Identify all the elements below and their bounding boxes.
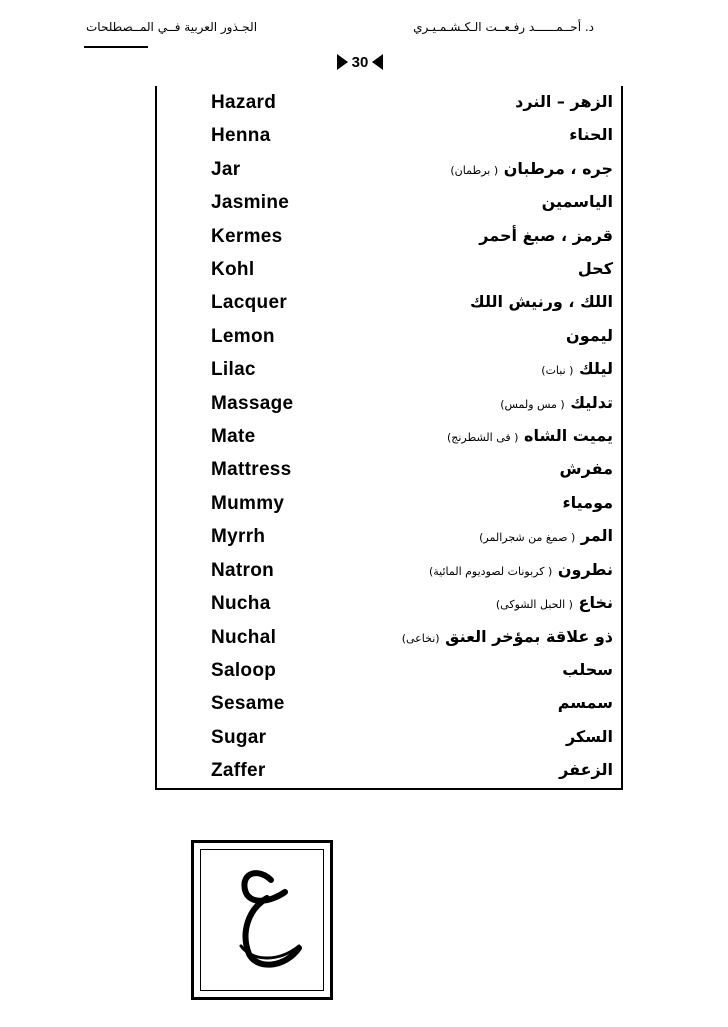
arabic-term: تدليك ( مس ولمس) xyxy=(500,393,613,412)
glossary-row xyxy=(157,286,621,319)
header-rule xyxy=(84,46,148,48)
page-number-box xyxy=(324,50,396,74)
triangle-left-icon xyxy=(372,54,383,70)
glossary-row xyxy=(157,754,621,787)
glossary-row xyxy=(157,320,621,353)
english-term: Hazard xyxy=(211,92,277,113)
glossary-row xyxy=(157,86,621,119)
calligraphy-seal xyxy=(191,840,333,1000)
arabic-term: الزعفر xyxy=(559,760,613,779)
english-term: Kohl xyxy=(211,259,255,280)
arabic-term: الياسمين xyxy=(541,192,613,211)
english-term: Kermes xyxy=(211,226,283,247)
glossary-row xyxy=(157,153,621,186)
english-term: Mummy xyxy=(211,493,285,514)
arabic-term: يميت الشاه ( فى الشطرنج) xyxy=(446,426,613,445)
arabic-term: المر ( صمغ من شجرالمر) xyxy=(479,526,613,545)
english-term: Sugar xyxy=(211,727,267,748)
english-term: Mate xyxy=(211,426,256,447)
arabic-term: السكر xyxy=(565,727,613,746)
ain-calligraphy-icon xyxy=(201,850,325,992)
english-term: Mattress xyxy=(211,459,292,480)
arabic-term: الحناء xyxy=(569,125,613,144)
glossary-row xyxy=(157,253,621,286)
author-name: د. أحــمــــــد رفـعــت الـكـشـمـيـري xyxy=(413,20,594,34)
arabic-term: الزهر – النرد xyxy=(515,92,613,111)
english-term: Jasmine xyxy=(211,192,290,213)
triangle-right-icon xyxy=(337,54,348,70)
arabic-term: ذو علاقة بمؤخر العنق (نخاعى) xyxy=(401,627,613,646)
glossary-row xyxy=(157,387,621,420)
arabic-term: سمسم xyxy=(557,693,613,712)
english-term: Nuchal xyxy=(211,627,277,648)
glossary-row xyxy=(157,119,621,152)
glossary-row xyxy=(157,186,621,219)
glossary-row xyxy=(157,721,621,754)
arabic-term: اللك ، ورنيش اللك xyxy=(470,292,613,311)
glossary-row xyxy=(157,621,621,654)
english-term: Natron xyxy=(211,560,275,581)
running-title: الجـذور العربية فــي المــصطلحات xyxy=(86,20,258,34)
glossary-row xyxy=(157,520,621,553)
english-term: Myrrh xyxy=(211,526,266,547)
english-term: Zaffer xyxy=(211,760,266,781)
arabic-term: مفرش xyxy=(559,459,613,478)
seal-inner-frame xyxy=(200,849,324,991)
arabic-term: سحلب xyxy=(562,660,613,679)
glossary-row xyxy=(157,420,621,453)
arabic-term: كحل xyxy=(577,259,613,278)
english-term: Saloop xyxy=(211,660,277,681)
page-number: 30 xyxy=(351,53,369,71)
english-term: Nucha xyxy=(211,593,271,614)
glossary-row xyxy=(157,587,621,620)
arabic-term: نخاع ( الحبل الشوكى) xyxy=(495,593,613,612)
glossary-table xyxy=(155,86,623,790)
glossary-row xyxy=(157,654,621,687)
arabic-term: جره ، مرطبان ( برطمان) xyxy=(450,159,613,178)
glossary-row xyxy=(157,487,621,520)
glossary-row xyxy=(157,453,621,486)
glossary-row xyxy=(157,687,621,720)
english-term: Lilac xyxy=(211,359,256,380)
arabic-term: ليمون xyxy=(566,326,613,345)
arabic-term: نطرون ( كربونات لصوديوم المائية) xyxy=(428,560,613,579)
arabic-term: ليلك ( نبات) xyxy=(541,359,613,378)
glossary-row xyxy=(157,554,621,587)
english-term: Henna xyxy=(211,125,271,146)
glossary-row xyxy=(157,220,621,253)
english-term: Massage xyxy=(211,393,294,414)
arabic-term: مومياء xyxy=(562,493,613,512)
english-term: Lacquer xyxy=(211,292,288,313)
arabic-term: قرمز ، صبغ أحمر xyxy=(479,226,613,245)
english-term: Sesame xyxy=(211,693,285,714)
glossary-row xyxy=(157,353,621,386)
english-term: Jar xyxy=(211,159,241,180)
english-term: Lemon xyxy=(211,326,275,347)
